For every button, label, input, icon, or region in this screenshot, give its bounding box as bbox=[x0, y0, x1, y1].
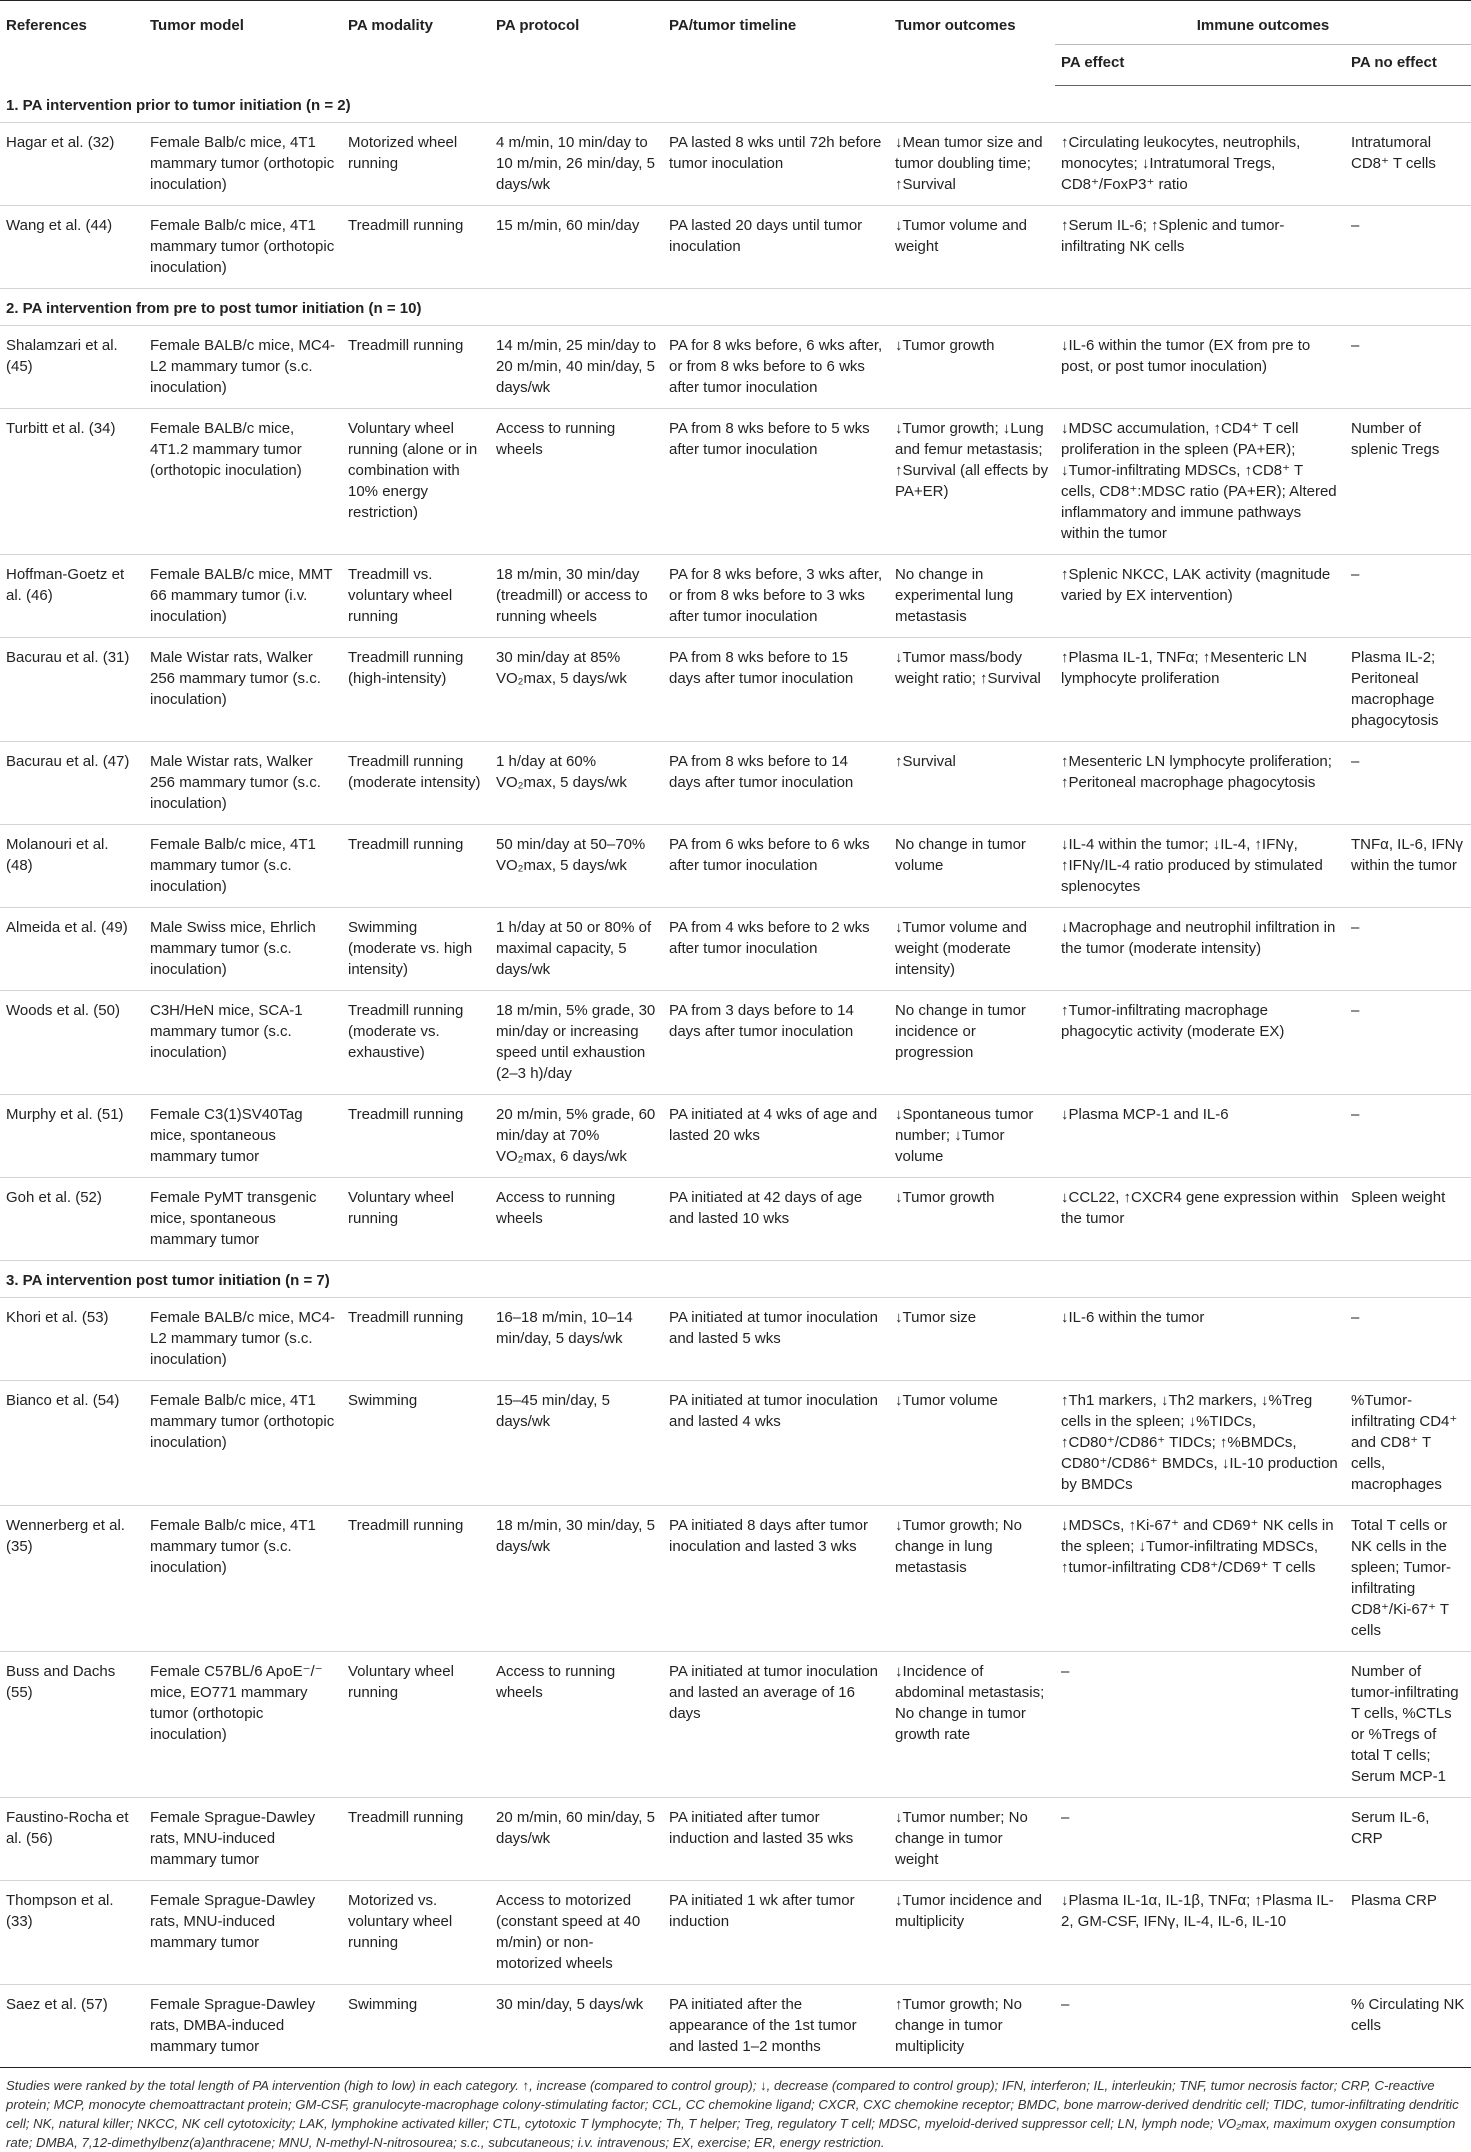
cell-reference: Turbitt et al. (34) bbox=[0, 409, 144, 555]
cell-tumor-model: Male Wistar rats, Walker 256 mammary tumor (s.c. inoculation) bbox=[144, 742, 342, 825]
cell-pa-no-effect: – bbox=[1345, 206, 1471, 289]
cell-tumor-outcomes: ↑Tumor growth; No change in tumor multiplicity bbox=[889, 1985, 1055, 2068]
cell-pa-protocol: 30 min/day, 5 days/wk bbox=[490, 1985, 663, 2068]
cell-tumor-model: Female Balb/c mice, 4T1 mammary tumor (orthotopic inoculation) bbox=[144, 1381, 342, 1506]
cell-tumor-model: Female Sprague-Dawley rats, DMBA-induced mammary tumor bbox=[144, 1985, 342, 2068]
cell-reference: Bianco et al. (54) bbox=[0, 1381, 144, 1506]
cell-reference: Bacurau et al. (47) bbox=[0, 742, 144, 825]
cell-pa-protocol: Access to running wheels bbox=[490, 1652, 663, 1798]
cell-tumor-model: Female Sprague-Dawley rats, MNU-induced mammary tumor bbox=[144, 1798, 342, 1881]
cell-pa-effect: ↑Mesenteric LN lymphocyte proliferation; ↑Peritoneal macrophage phagocytosis bbox=[1055, 742, 1345, 825]
table-row bbox=[0, 908, 1471, 991]
cell-pa-no-effect: Plasma CRP bbox=[1345, 1881, 1471, 1985]
cell-pa-effect: ↓IL-6 within the tumor (EX from pre to post, or post tumor inoculation) bbox=[1055, 326, 1345, 409]
cell-pa-modality: Treadmill running bbox=[342, 1298, 490, 1381]
cell-tumor-outcomes: ↓Tumor growth; ↓Lung and femur metastasis; ↑Survival (all effects by PA+ER) bbox=[889, 409, 1055, 555]
cell-pa-protocol: 18 m/min, 30 min/day (treadmill) or access to running wheels bbox=[490, 555, 663, 638]
cell-reference: Woods et al. (50) bbox=[0, 991, 144, 1095]
cell-tumor-model: Female Sprague-Dawley rats, MNU-induced mammary tumor bbox=[144, 1881, 342, 1985]
cell-pa-timeline: PA initiated at 4 wks of age and lasted 20 wks bbox=[663, 1095, 889, 1178]
cell-pa-protocol: 15–45 min/day, 5 days/wk bbox=[490, 1381, 663, 1506]
cell-pa-effect: ↑Th1 markers, ↓Th2 markers, ↓%Treg cells in the spleen; ↓%TIDCs, ↑CD80⁺/CD86⁺ TIDCs; ↑%BMDCs, CD80⁺/CD86⁺ BMDCs, ↓IL-10 production by BMDCs bbox=[1055, 1381, 1345, 1506]
cell-pa-no-effect: – bbox=[1345, 742, 1471, 825]
table-row bbox=[0, 1985, 1471, 2068]
cell-reference: Wennerberg et al. (35) bbox=[0, 1506, 144, 1652]
cell-pa-no-effect: Plasma IL-2; Peritoneal macrophage phagocytosis bbox=[1345, 638, 1471, 742]
cell-pa-modality: Treadmill running bbox=[342, 825, 490, 908]
table-row bbox=[0, 206, 1471, 289]
category-row bbox=[0, 289, 1471, 326]
cell-pa-effect: – bbox=[1055, 1798, 1345, 1881]
cell-tumor-outcomes: ↓Tumor size bbox=[889, 1298, 1055, 1381]
cell-tumor-outcomes: ↑Survival bbox=[889, 742, 1055, 825]
cell-pa-modality: Treadmill running (high-intensity) bbox=[342, 638, 490, 742]
header-pa-effect: PA effect bbox=[1055, 45, 1345, 86]
cell-pa-no-effect: – bbox=[1345, 1095, 1471, 1178]
cell-pa-effect: ↓MDSCs, ↑Ki-67⁺ and CD69⁺ NK cells in the spleen; ↓Tumor-infiltrating MDSCs, ↑tumor-infiltrating CD8⁺/CD69⁺ T cells bbox=[1055, 1506, 1345, 1652]
cell-pa-modality: Motorized wheel running bbox=[342, 123, 490, 206]
cell-pa-effect: – bbox=[1055, 1652, 1345, 1798]
cell-pa-protocol: 16–18 m/min, 10–14 min/day, 5 days/wk bbox=[490, 1298, 663, 1381]
cell-reference: Buss and Dachs (55) bbox=[0, 1652, 144, 1798]
table-row bbox=[0, 123, 1471, 206]
cell-tumor-model: Female Balb/c mice, 4T1 mammary tumor (orthotopic inoculation) bbox=[144, 206, 342, 289]
cell-pa-timeline: PA lasted 20 days until tumor inoculation bbox=[663, 206, 889, 289]
cell-tumor-outcomes: ↓Tumor volume and weight (moderate intensity) bbox=[889, 908, 1055, 991]
cell-pa-no-effect: %Tumor-infiltrating CD4⁺ and CD8⁺ T cells, macrophages bbox=[1345, 1381, 1471, 1506]
cell-pa-no-effect: TNFα, IL-6, IFNγ within the tumor bbox=[1345, 825, 1471, 908]
cell-pa-no-effect: Intratumoral CD8⁺ T cells bbox=[1345, 123, 1471, 206]
table-row bbox=[0, 1298, 1471, 1381]
cell-tumor-model: Female C57BL/6 ApoE⁻/⁻ mice, EO771 mammary tumor (orthotopic inoculation) bbox=[144, 1652, 342, 1798]
cell-tumor-model: Female Balb/c mice, 4T1 mammary tumor (s.c. inoculation) bbox=[144, 1506, 342, 1652]
cell-pa-modality: Treadmill running (moderate vs. exhaustive) bbox=[342, 991, 490, 1095]
cell-pa-effect: ↓IL-6 within the tumor bbox=[1055, 1298, 1345, 1381]
cell-pa-no-effect: Number of tumor-infiltrating T cells, %CTLs or %Tregs of total T cells; Serum MCP-1 bbox=[1345, 1652, 1471, 1798]
cell-pa-protocol: 14 m/min, 25 min/day to 20 m/min, 40 min/day, 5 days/wk bbox=[490, 326, 663, 409]
cell-pa-timeline: PA from 6 wks before to 6 wks after tumor inoculation bbox=[663, 825, 889, 908]
cell-pa-no-effect: – bbox=[1345, 991, 1471, 1095]
table-row bbox=[0, 1381, 1471, 1506]
cell-reference: Saez et al. (57) bbox=[0, 1985, 144, 2068]
table-row bbox=[0, 825, 1471, 908]
cell-pa-timeline: PA initiated at tumor inoculation and lasted 5 wks bbox=[663, 1298, 889, 1381]
cell-pa-protocol: 30 min/day at 85% VO₂max, 5 days/wk bbox=[490, 638, 663, 742]
cell-tumor-outcomes: ↓Tumor number; No change in tumor weight bbox=[889, 1798, 1055, 1881]
cell-pa-modality: Treadmill running bbox=[342, 1506, 490, 1652]
cell-pa-timeline: PA initiated 1 wk after tumor induction bbox=[663, 1881, 889, 1985]
cell-tumor-model: Female PyMT transgenic mice, spontaneous mammary tumor bbox=[144, 1178, 342, 1261]
cell-pa-protocol: 4 m/min, 10 min/day to 10 m/min, 26 min/day, 5 days/wk bbox=[490, 123, 663, 206]
cell-pa-modality: Swimming (moderate vs. high intensity) bbox=[342, 908, 490, 991]
cell-pa-modality: Treadmill vs. voluntary wheel running bbox=[342, 555, 490, 638]
cell-tumor-model: Female BALB/c mice, 4T1.2 mammary tumor (orthotopic inoculation) bbox=[144, 409, 342, 555]
cell-tumor-model: Female BALB/c mice, MC4-L2 mammary tumor (s.c. inoculation) bbox=[144, 326, 342, 409]
cell-reference: Hoffman-Goetz et al. (46) bbox=[0, 555, 144, 638]
table-row bbox=[0, 1506, 1471, 1652]
cell-pa-no-effect: % Circulating NK cells bbox=[1345, 1985, 1471, 2068]
cell-tumor-outcomes: ↓Tumor volume bbox=[889, 1381, 1055, 1506]
table-row bbox=[0, 1178, 1471, 1261]
cell-tumor-outcomes: ↓Mean tumor size and tumor doubling time; ↑Survival bbox=[889, 123, 1055, 206]
cell-pa-timeline: PA from 4 wks before to 2 wks after tumor inoculation bbox=[663, 908, 889, 991]
table-row bbox=[0, 555, 1471, 638]
category-row bbox=[0, 86, 1471, 123]
cell-pa-modality: Voluntary wheel running bbox=[342, 1652, 490, 1798]
cell-tumor-model: Male Wistar rats, Walker 256 mammary tumor (s.c. inoculation) bbox=[144, 638, 342, 742]
header-pa-no-effect: PA no effect bbox=[1345, 45, 1471, 86]
cell-tumor-outcomes: No change in tumor volume bbox=[889, 825, 1055, 908]
cell-reference: Goh et al. (52) bbox=[0, 1178, 144, 1261]
cell-pa-protocol: 1 h/day at 60% VO₂max, 5 days/wk bbox=[490, 742, 663, 825]
cell-tumor-outcomes: ↓Tumor growth; No change in lung metastasis bbox=[889, 1506, 1055, 1652]
cell-pa-modality: Treadmill running bbox=[342, 1798, 490, 1881]
cell-pa-timeline: PA initiated after the appearance of the 1st tumor and lasted 1–2 months bbox=[663, 1985, 889, 2068]
cell-pa-modality: Swimming bbox=[342, 1381, 490, 1506]
cell-pa-effect: ↓IL-4 within the tumor; ↓IL-4, ↑IFNγ, ↑IFNγ/IL-4 ratio produced by stimulated splenocytes bbox=[1055, 825, 1345, 908]
cell-pa-protocol: 1 h/day at 50 or 80% of maximal capacity, 5 days/wk bbox=[490, 908, 663, 991]
cell-pa-no-effect: – bbox=[1345, 326, 1471, 409]
cell-pa-timeline: PA initiated at tumor inoculation and lasted 4 wks bbox=[663, 1381, 889, 1506]
cell-pa-effect: ↓Plasma IL-1α, IL-1β, TNFα; ↑Plasma IL-2, GM-CSF, IFNγ, IL-4, IL-6, IL-10 bbox=[1055, 1881, 1345, 1985]
table-body bbox=[0, 86, 1471, 2068]
cell-tumor-outcomes: ↓Spontaneous tumor number; ↓Tumor volume bbox=[889, 1095, 1055, 1178]
cell-reference: Khori et al. (53) bbox=[0, 1298, 144, 1381]
cell-pa-modality: Treadmill running bbox=[342, 1095, 490, 1178]
cell-tumor-outcomes: ↓Tumor mass/body weight ratio; ↑Survival bbox=[889, 638, 1055, 742]
cell-pa-no-effect: Spleen weight bbox=[1345, 1178, 1471, 1261]
cell-pa-modality: Voluntary wheel running (alone or in combination with 10% energy restriction) bbox=[342, 409, 490, 555]
cell-pa-effect: ↑Splenic NKCC, LAK activity (magnitude varied by EX intervention) bbox=[1055, 555, 1345, 638]
cell-tumor-outcomes: ↓Tumor growth bbox=[889, 1178, 1055, 1261]
table-row bbox=[0, 409, 1471, 555]
cell-pa-effect: ↓Plasma MCP-1 and IL-6 bbox=[1055, 1095, 1345, 1178]
cell-pa-protocol: 20 m/min, 5% grade, 60 min/day at 70% VO₂max, 6 days/wk bbox=[490, 1095, 663, 1178]
cell-tumor-outcomes: ↓Tumor volume and weight bbox=[889, 206, 1055, 289]
header-immune-outcomes: Immune outcomes bbox=[1055, 1, 1471, 45]
cell-pa-modality: Treadmill running bbox=[342, 206, 490, 289]
cell-pa-protocol: 18 m/min, 30 min/day, 5 days/wk bbox=[490, 1506, 663, 1652]
cell-tumor-model: Female C3(1)SV40Tag mice, spontaneous mammary tumor bbox=[144, 1095, 342, 1178]
category-label: 1. PA intervention prior to tumor initiation (n = 2) bbox=[0, 86, 1471, 123]
cell-pa-protocol: Access to running wheels bbox=[490, 1178, 663, 1261]
cell-pa-effect: – bbox=[1055, 1985, 1345, 2068]
cell-pa-timeline: PA from 8 wks before to 15 days after tumor inoculation bbox=[663, 638, 889, 742]
cell-pa-timeline: PA from 3 days before to 14 days after tumor inoculation bbox=[663, 991, 889, 1095]
cell-pa-protocol: 18 m/min, 5% grade, 30 min/day or increasing speed until exhaustion (2–3 h)/day bbox=[490, 991, 663, 1095]
table-row bbox=[0, 742, 1471, 825]
category-row bbox=[0, 1261, 1471, 1298]
cell-pa-timeline: PA lasted 8 wks until 72h before tumor inoculation bbox=[663, 123, 889, 206]
table-row bbox=[0, 326, 1471, 409]
cell-pa-timeline: PA for 8 wks before, 6 wks after, or from 8 wks before to 6 wks after tumor inoculation bbox=[663, 326, 889, 409]
cell-pa-protocol: 50 min/day at 50–70% VO₂max, 5 days/wk bbox=[490, 825, 663, 908]
table-row bbox=[0, 638, 1471, 742]
cell-reference: Shalamzari et al. (45) bbox=[0, 326, 144, 409]
cell-pa-modality: Treadmill running (moderate intensity) bbox=[342, 742, 490, 825]
header-pa-tumor-timeline: PA/tumor timeline bbox=[663, 1, 889, 86]
cell-tumor-model: Female Balb/c mice, 4T1 mammary tumor (s.c. inoculation) bbox=[144, 825, 342, 908]
cell-pa-modality: Motorized vs. voluntary wheel running bbox=[342, 1881, 490, 1985]
cell-pa-timeline: PA initiated 8 days after tumor inoculation and lasted 3 wks bbox=[663, 1506, 889, 1652]
cell-pa-protocol: Access to motorized (constant speed at 40 m/min) or non-motorized wheels bbox=[490, 1881, 663, 1985]
cell-tumor-outcomes: No change in tumor incidence or progression bbox=[889, 991, 1055, 1095]
cell-pa-protocol: 15 m/min, 60 min/day bbox=[490, 206, 663, 289]
table-row bbox=[0, 1652, 1471, 1798]
cell-pa-no-effect: Total T cells or NK cells in the spleen; Tumor-infiltrating CD8⁺/Ki-67⁺ T cells bbox=[1345, 1506, 1471, 1652]
cell-reference: Murphy et al. (51) bbox=[0, 1095, 144, 1178]
table-row bbox=[0, 1798, 1471, 1881]
header-pa-modality: PA modality bbox=[342, 1, 490, 86]
cell-pa-no-effect: – bbox=[1345, 555, 1471, 638]
header-tumor-model: Tumor model bbox=[144, 1, 342, 86]
cell-tumor-outcomes: No change in experimental lung metastasis bbox=[889, 555, 1055, 638]
cell-tumor-model: Female Balb/c mice, 4T1 mammary tumor (orthotopic inoculation) bbox=[144, 123, 342, 206]
category-label: 2. PA intervention from pre to post tumor initiation (n = 10) bbox=[0, 289, 1471, 326]
cell-pa-timeline: PA for 8 wks before, 3 wks after, or from 8 wks before to 3 wks after tumor inoculation bbox=[663, 555, 889, 638]
cell-pa-no-effect: – bbox=[1345, 908, 1471, 991]
cell-reference: Almeida et al. (49) bbox=[0, 908, 144, 991]
cell-pa-effect: ↑Tumor-infiltrating macrophage phagocytic activity (moderate EX) bbox=[1055, 991, 1345, 1095]
cell-pa-effect: ↑Circulating leukocytes, neutrophils, monocytes; ↓Intratumoral Tregs, CD8⁺/FoxP3⁺ ratio bbox=[1055, 123, 1345, 206]
cell-pa-no-effect: – bbox=[1345, 1298, 1471, 1381]
cell-reference: Thompson et al. (33) bbox=[0, 1881, 144, 1985]
cell-pa-modality: Voluntary wheel running bbox=[342, 1178, 490, 1261]
cell-pa-no-effect: Number of splenic Tregs bbox=[1345, 409, 1471, 555]
table-row bbox=[0, 1095, 1471, 1178]
cell-reference: Molanouri et al. (48) bbox=[0, 825, 144, 908]
cell-pa-modality: Treadmill running bbox=[342, 326, 490, 409]
cell-pa-timeline: PA from 8 wks before to 5 wks after tumor inoculation bbox=[663, 409, 889, 555]
cell-tumor-outcomes: ↓Tumor incidence and multiplicity bbox=[889, 1881, 1055, 1985]
table-row bbox=[0, 1881, 1471, 1985]
header-pa-protocol: PA protocol bbox=[490, 1, 663, 86]
table-header bbox=[0, 1, 1471, 86]
cell-pa-effect: ↑Plasma IL-1, TNFα; ↑Mesenteric LN lymphocyte proliferation bbox=[1055, 638, 1345, 742]
cell-tumor-model: C3H/HeN mice, SCA-1 mammary tumor (s.c. inoculation) bbox=[144, 991, 342, 1095]
table-row bbox=[0, 991, 1471, 1095]
cell-pa-protocol: Access to running wheels bbox=[490, 409, 663, 555]
cell-pa-timeline: PA initiated at tumor inoculation and lasted an average of 16 days bbox=[663, 1652, 889, 1798]
cell-tumor-model: Male Swiss mice, Ehrlich mammary tumor (s.c. inoculation) bbox=[144, 908, 342, 991]
cell-reference: Faustino-Rocha et al. (56) bbox=[0, 1798, 144, 1881]
cell-pa-effect: ↓MDSC accumulation, ↑CD4⁺ T cell proliferation in the spleen (PA+ER); ↓Tumor-infiltrating MDSCs, ↑CD8⁺ T cells, CD8⁺:MDSC ratio (PA+ER); Altered inflammatory and immune pathways within the tumor bbox=[1055, 409, 1345, 555]
cell-pa-no-effect: Serum IL-6, CRP bbox=[1345, 1798, 1471, 1881]
cell-tumor-model: Female BALB/c mice, MC4-L2 mammary tumor (s.c. inoculation) bbox=[144, 1298, 342, 1381]
cell-pa-effect: ↓CCL22, ↑CXCR4 gene expression within the tumor bbox=[1055, 1178, 1345, 1261]
cell-tumor-outcomes: ↓Incidence of abdominal metastasis; No change in tumor growth rate bbox=[889, 1652, 1055, 1798]
table-footnote: Studies were ranked by the total length of PA intervention (high to low) in each category. ↑, increase (compared to control group); ↓, decrease (compared to control group); IFN, interferon; IL, interleukin; TNF, tumor necrosis factor; CRP, C-reactive protein; MCP, monocyte chemoattractant protein; GM-CSF, granulocyte-macrophage colony-stimulating factor; CCL, CC chemokine ligand; CXCR, CXC chemokine receptor; BMDC, bone marrow-derived dendritic cell; TIDC, tumor-infiltrating dendritic cell; NK, natural killer; NKCC, NK cell cytotoxicity; LAK, lymphokine activated killer; CTL, cytotoxic T lymphocyte; Th, T helper; Treg, regulatory T cell; MDSC, myeloid-derived suppressor cell; LN, lymph node; VO₂max, maximum oxygen consumption rate; DMBA, 7,12-dimethylbenz(a)anthracene; MNU, N-methyl-N-nitrosourea; s.c., subcutaneous; i.v. intravenous; EX, exercise; ER, energy restriction. bbox=[0, 2067, 1471, 2152]
cell-pa-modality: Swimming bbox=[342, 1985, 490, 2068]
cell-pa-effect: ↑Serum IL-6; ↑Splenic and tumor-infiltrating NK cells bbox=[1055, 206, 1345, 289]
cell-pa-protocol: 20 m/min, 60 min/day, 5 days/wk bbox=[490, 1798, 663, 1881]
cell-pa-timeline: PA initiated at 42 days of age and lasted 10 wks bbox=[663, 1178, 889, 1261]
cell-pa-timeline: PA initiated after tumor induction and lasted 35 wks bbox=[663, 1798, 889, 1881]
header-references: References bbox=[0, 1, 144, 86]
cell-reference: Bacurau et al. (31) bbox=[0, 638, 144, 742]
header-tumor-outcomes: Tumor outcomes bbox=[889, 1, 1055, 86]
cell-reference: Wang et al. (44) bbox=[0, 206, 144, 289]
cell-reference: Hagar et al. (32) bbox=[0, 123, 144, 206]
cell-tumor-model: Female BALB/c mice, MMT 66 mammary tumor (i.v. inoculation) bbox=[144, 555, 342, 638]
cell-tumor-outcomes: ↓Tumor growth bbox=[889, 326, 1055, 409]
category-label: 3. PA intervention post tumor initiation (n = 7) bbox=[0, 1261, 1471, 1298]
cell-pa-timeline: PA from 8 wks before to 14 days after tumor inoculation bbox=[663, 742, 889, 825]
cell-pa-effect: ↓Macrophage and neutrophil infiltration in the tumor (moderate intensity) bbox=[1055, 908, 1345, 991]
